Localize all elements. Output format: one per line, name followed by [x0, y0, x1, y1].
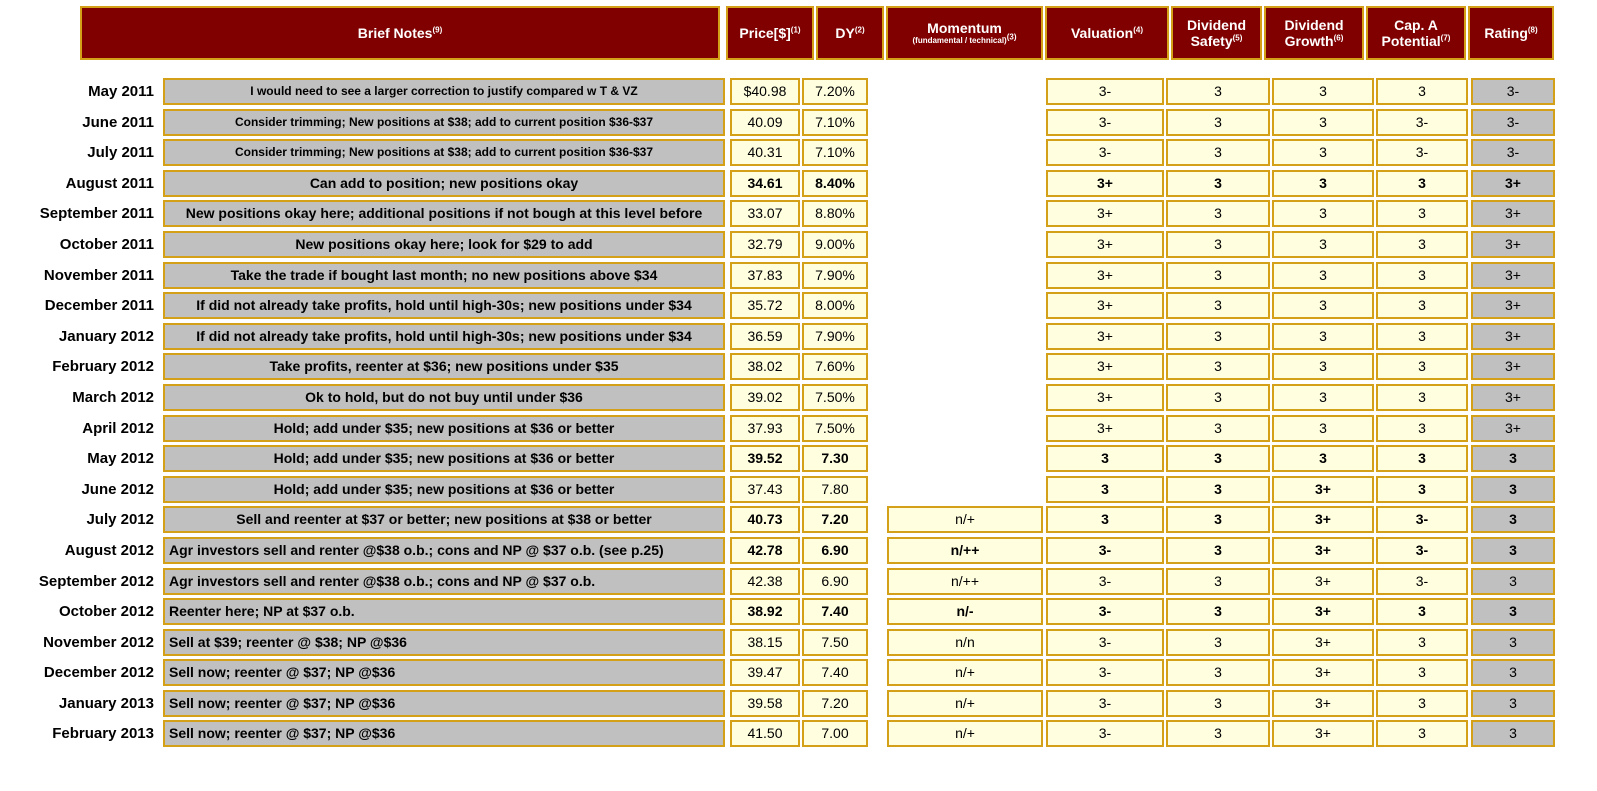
rating-cell: 3 — [1471, 445, 1555, 472]
row-date: December 2011 — [44, 297, 154, 315]
dy-cell: 7.40 — [802, 659, 868, 686]
note-cell: Take profits, reenter at $36; new positions under $35 — [163, 353, 725, 380]
table-row — [0, 137, 1597, 168]
header-footnote: (5) — [1232, 33, 1243, 43]
note-cell: Can add to position; new positions okay — [163, 170, 725, 197]
header-brief-notes — [80, 6, 720, 60]
dy-cell: 7.50% — [802, 415, 868, 442]
price-cell: 42.78 — [730, 537, 800, 564]
row-date: November 2012 — [43, 633, 154, 651]
dividend-growth-cell: 3 — [1272, 353, 1374, 380]
table-row — [0, 107, 1597, 138]
header-momentum — [886, 6, 1043, 60]
dividend-growth-cell: 3 — [1272, 231, 1374, 258]
rating-cell: 3 — [1471, 720, 1555, 747]
dividend-growth-cell: 3+ — [1272, 568, 1374, 595]
table-row — [0, 535, 1597, 566]
note-cell: Consider trimming; New positions at $38; add to current position $36-$37 — [163, 139, 725, 166]
dy-cell: 9.00% — [802, 231, 868, 258]
rating-cell: 3 — [1471, 506, 1555, 533]
row-date: July 2012 — [86, 511, 154, 529]
dividend-growth-cell: 3+ — [1272, 690, 1374, 717]
header-label: Valuation — [1070, 25, 1134, 41]
note-cell: Sell and reenter at $37 or better; new positions at $38 or better — [163, 506, 725, 533]
price-cell: 32.79 — [730, 231, 800, 258]
dividend-growth-cell: 3 — [1272, 170, 1374, 197]
dividend-safety-cell: 3 — [1166, 537, 1270, 564]
header-footnote: (3) — [1006, 32, 1017, 42]
header-label: Growth — [1284, 33, 1334, 49]
valuation-cell: 3- — [1046, 659, 1164, 686]
row-date: September 2011 — [39, 205, 154, 223]
table-row — [0, 382, 1597, 413]
header-dy — [816, 6, 884, 60]
table-row — [0, 413, 1597, 444]
price-cell: 38.02 — [730, 353, 800, 380]
price-cell: 37.43 — [730, 476, 800, 503]
dividend-safety-cell: 3 — [1166, 476, 1270, 503]
header-dividend-safety — [1171, 6, 1262, 60]
row-date: January 2012 — [58, 327, 154, 345]
cap-potential-cell: 3 — [1376, 78, 1468, 105]
dividend-growth-cell: 3+ — [1272, 598, 1374, 625]
rating-cell: 3- — [1471, 109, 1555, 136]
price-cell: 39.52 — [730, 445, 800, 472]
cap-potential-cell: 3- — [1376, 506, 1468, 533]
dividend-safety-cell: 3 — [1166, 323, 1270, 350]
valuation-cell: 3+ — [1046, 415, 1164, 442]
header-label: Rating — [1484, 25, 1528, 41]
cap-potential-cell: 3 — [1376, 690, 1468, 717]
header-sublabel: (fundamental / technical) — [912, 36, 1007, 45]
header-label: Potential — [1381, 33, 1441, 49]
dividend-growth-cell: 3+ — [1272, 537, 1374, 564]
header-footnote: (4) — [1133, 25, 1143, 35]
price-cell: 40.09 — [730, 109, 800, 136]
rating-cell: 3+ — [1471, 415, 1555, 442]
table-row — [0, 657, 1597, 688]
header-label: DY — [835, 25, 855, 41]
dividend-growth-cell: 3 — [1272, 109, 1374, 136]
row-date: October 2012 — [58, 603, 154, 621]
dy-cell: 7.00 — [802, 720, 868, 747]
price-cell: 39.02 — [730, 384, 800, 411]
rating-cell: 3+ — [1471, 262, 1555, 289]
momentum-cell: n/++ — [887, 568, 1043, 595]
row-date: September 2012 — [38, 572, 154, 590]
dy-cell: 8.00% — [802, 292, 868, 319]
table-row — [0, 290, 1597, 321]
dy-cell: 7.90% — [802, 262, 868, 289]
dividend-growth-cell: 3+ — [1272, 659, 1374, 686]
valuation-cell: 3- — [1046, 568, 1164, 595]
rating-cell: 3+ — [1471, 170, 1555, 197]
rating-cell: 3- — [1471, 78, 1555, 105]
note-cell: Sell now; reenter @ $37; NP @$36 — [163, 720, 725, 747]
momentum-cell: n/- — [887, 598, 1043, 625]
header-footnote: (8) — [1527, 25, 1538, 35]
note-cell: Hold; add under $35; new positions at $36 or better — [163, 415, 725, 442]
row-date: May 2011 — [88, 83, 154, 100]
cap-potential-cell: 3 — [1376, 292, 1468, 319]
cap-potential-cell: 3 — [1376, 629, 1468, 656]
dividend-safety-cell: 3 — [1166, 200, 1270, 227]
note-cell: If did not already take profits, hold until high-30s; new positions under $34 — [163, 292, 725, 319]
rating-cell: 3+ — [1471, 384, 1555, 411]
valuation-cell: 3- — [1046, 109, 1164, 136]
valuation-cell: 3+ — [1046, 353, 1164, 380]
table-row — [0, 718, 1597, 749]
dividend-safety-cell: 3 — [1166, 292, 1270, 319]
cap-potential-cell: 3 — [1376, 720, 1468, 747]
dy-cell: 8.40% — [802, 170, 868, 197]
dy-cell: 7.60% — [802, 353, 868, 380]
rating-cell: 3 — [1471, 690, 1555, 717]
table-row — [0, 76, 1597, 107]
header-valuation — [1045, 6, 1169, 60]
dividend-safety-cell: 3 — [1166, 568, 1270, 595]
header-dividend-growth — [1264, 6, 1364, 60]
dy-cell: 6.90 — [802, 537, 868, 564]
header-footnote: (2) — [854, 25, 865, 35]
row-date: February 2013 — [52, 725, 154, 743]
valuation-cell: 3 — [1046, 476, 1164, 503]
table-row — [0, 198, 1597, 229]
price-cell: 35.72 — [730, 292, 800, 319]
dividend-growth-cell: 3 — [1272, 384, 1374, 411]
cap-potential-cell: 3 — [1376, 598, 1468, 625]
row-date: April 2012 — [82, 419, 154, 437]
dividend-safety-cell: 3 — [1166, 139, 1270, 166]
rating-cell: 3- — [1471, 139, 1555, 166]
valuation-cell: 3+ — [1046, 323, 1164, 350]
table-row — [0, 321, 1597, 352]
dy-cell: 6.90 — [802, 568, 868, 595]
header-cap-potential — [1366, 6, 1466, 60]
table-row — [0, 229, 1597, 260]
dividend-growth-cell: 3 — [1272, 200, 1374, 227]
dividend-growth-cell: 3+ — [1272, 629, 1374, 656]
cap-potential-cell: 3 — [1376, 415, 1468, 442]
header-footnote: (1) — [790, 25, 801, 35]
valuation-cell: 3+ — [1046, 200, 1164, 227]
price-cell: 38.15 — [730, 629, 800, 656]
row-date: August 2011 — [65, 174, 154, 192]
momentum-cell: n/+ — [887, 720, 1043, 747]
valuation-cell: 3- — [1046, 537, 1164, 564]
dividend-safety-cell: 3 — [1166, 506, 1270, 533]
note-cell: Ok to hold, but do not buy until under $36 — [163, 384, 725, 411]
row-date: December 2012 — [43, 664, 154, 682]
dividend-growth-cell: 3+ — [1272, 476, 1374, 503]
header-label: Brief Notes — [357, 25, 433, 41]
note-cell: I would need to see a larger correction to justify compared w T & VZ — [163, 78, 725, 105]
dy-cell: 7.80 — [802, 476, 868, 503]
cap-potential-cell: 3 — [1376, 231, 1468, 258]
dividend-safety-cell: 3 — [1166, 353, 1270, 380]
cap-potential-cell: 3- — [1376, 568, 1468, 595]
note-cell: Consider trimming; New positions at $38; add to current position $36-$37 — [163, 109, 725, 136]
valuation-cell: 3 — [1046, 445, 1164, 472]
cap-potential-cell: 3- — [1376, 537, 1468, 564]
cap-potential-cell: 3 — [1376, 323, 1468, 350]
row-date: January 2013 — [58, 694, 154, 712]
cap-potential-cell: 3 — [1376, 200, 1468, 227]
row-date: March 2012 — [72, 388, 154, 406]
dividend-growth-cell: 3 — [1272, 323, 1374, 350]
price-cell: 36.59 — [730, 323, 800, 350]
price-cell: 37.93 — [730, 415, 800, 442]
note-cell: Hold; add under $35; new positions at $36 or better — [163, 445, 725, 472]
row-date: June 2011 — [82, 113, 154, 131]
cap-potential-cell: 3 — [1376, 384, 1468, 411]
dividend-safety-cell: 3 — [1166, 262, 1270, 289]
dy-cell: 7.50 — [802, 629, 868, 656]
valuation-cell: 3+ — [1046, 262, 1164, 289]
ratings-table — [0, 76, 1597, 749]
dividend-growth-cell: 3+ — [1272, 506, 1374, 533]
dividend-growth-cell: 3 — [1272, 292, 1374, 319]
rating-cell: 3+ — [1471, 323, 1555, 350]
header-label: Momentum — [927, 20, 1002, 36]
dividend-safety-cell: 3 — [1166, 109, 1270, 136]
dividend-growth-cell: 3+ — [1272, 720, 1374, 747]
price-cell: 37.83 — [730, 262, 800, 289]
header-footnote: (7) — [1440, 33, 1451, 43]
valuation-cell: 3- — [1046, 690, 1164, 717]
rating-cell: 3+ — [1471, 353, 1555, 380]
table-row — [0, 168, 1597, 199]
row-date: August 2012 — [64, 541, 154, 559]
note-cell: Sell now; reenter @ $37; NP @$36 — [163, 690, 725, 717]
dividend-growth-cell: 3 — [1272, 445, 1374, 472]
dividend-safety-cell: 3 — [1166, 384, 1270, 411]
rating-cell: 3 — [1471, 568, 1555, 595]
rating-cell: 3+ — [1471, 231, 1555, 258]
header-price — [726, 6, 814, 60]
rating-cell: 3 — [1471, 659, 1555, 686]
dividend-safety-cell: 3 — [1166, 170, 1270, 197]
rating-cell: 3 — [1471, 476, 1555, 503]
table-row — [0, 474, 1597, 505]
header-label: Safety — [1190, 33, 1233, 49]
dividend-growth-cell: 3 — [1272, 262, 1374, 289]
note-cell: Agr investors sell and renter @$38 o.b.; cons and NP @ $37 o.b. — [163, 568, 725, 595]
dy-cell: 7.10% — [802, 109, 868, 136]
table-row — [0, 596, 1597, 627]
header-label: Dividend — [1284, 17, 1344, 33]
momentum-cell: n/+ — [887, 506, 1043, 533]
dividend-safety-cell: 3 — [1166, 415, 1270, 442]
valuation-cell: 3- — [1046, 598, 1164, 625]
dividend-safety-cell: 3 — [1166, 445, 1270, 472]
dividend-safety-cell: 3 — [1166, 690, 1270, 717]
price-cell: 38.92 — [730, 598, 800, 625]
note-cell: Reenter here; NP at $37 o.b. — [163, 598, 725, 625]
dividend-safety-cell: 3 — [1166, 598, 1270, 625]
table-row — [0, 627, 1597, 658]
valuation-cell: 3+ — [1046, 384, 1164, 411]
dividend-growth-cell: 3 — [1272, 415, 1374, 442]
rating-cell: 3 — [1471, 598, 1555, 625]
price-cell: 41.50 — [730, 720, 800, 747]
row-date: October 2011 — [59, 235, 154, 253]
table-row — [0, 688, 1597, 719]
note-cell: Agr investors sell and renter @$38 o.b.; cons and NP @ $37 o.b. (see p.25) — [163, 537, 725, 564]
cap-potential-cell: 3 — [1376, 353, 1468, 380]
dividend-safety-cell: 3 — [1166, 231, 1270, 258]
dividend-safety-cell: 3 — [1166, 659, 1270, 686]
header-footnote: (6) — [1333, 33, 1344, 43]
row-date: May 2012 — [87, 450, 154, 468]
table-row — [0, 566, 1597, 597]
dy-cell: 7.30 — [802, 445, 868, 472]
valuation-cell: 3+ — [1046, 292, 1164, 319]
note-cell: Sell at $39; reenter @ $38; NP @$36 — [163, 629, 725, 656]
dy-cell: 7.20% — [802, 78, 868, 105]
header-label: Dividend — [1186, 17, 1247, 33]
valuation-cell: 3+ — [1046, 170, 1164, 197]
note-cell: Sell now; reenter @ $37; NP @$36 — [163, 659, 725, 686]
cap-potential-cell: 3 — [1376, 659, 1468, 686]
momentum-cell: n/+ — [887, 659, 1043, 686]
dy-cell: 8.80% — [802, 200, 868, 227]
cap-potential-cell: 3 — [1376, 445, 1468, 472]
cap-potential-cell: 3- — [1376, 139, 1468, 166]
dy-cell: 7.10% — [802, 139, 868, 166]
row-date: February 2012 — [52, 358, 154, 376]
dy-cell: 7.20 — [802, 506, 868, 533]
price-cell: 40.73 — [730, 506, 800, 533]
valuation-cell: 3- — [1046, 78, 1164, 105]
cap-potential-cell: 3 — [1376, 170, 1468, 197]
price-cell: 39.58 — [730, 690, 800, 717]
row-date: June 2012 — [81, 480, 154, 498]
row-date: July 2011 — [87, 144, 154, 162]
price-cell: 40.31 — [730, 139, 800, 166]
cap-potential-cell: 3 — [1376, 262, 1468, 289]
header-label: Cap. A — [1394, 17, 1438, 33]
header-label: Price[$] — [739, 25, 791, 41]
row-date: November 2011 — [43, 266, 154, 284]
dy-cell: 7.90% — [802, 323, 868, 350]
cap-potential-cell: 3 — [1376, 476, 1468, 503]
dividend-safety-cell: 3 — [1166, 78, 1270, 105]
rating-cell: 3+ — [1471, 200, 1555, 227]
price-cell: 42.38 — [730, 568, 800, 595]
note-cell: Hold; add under $35; new positions at $36 or better — [163, 476, 725, 503]
note-cell: New positions okay here; additional positions if not bough at this level before — [163, 200, 725, 227]
note-cell: New positions okay here; look for $29 to add — [163, 231, 725, 258]
rating-cell: 3 — [1471, 537, 1555, 564]
cap-potential-cell: 3- — [1376, 109, 1468, 136]
momentum-cell: n/+ — [887, 690, 1043, 717]
momentum-cell: n/n — [887, 629, 1043, 656]
dy-cell: 7.50% — [802, 384, 868, 411]
dy-cell: 7.40 — [802, 598, 868, 625]
rating-cell: 3 — [1471, 629, 1555, 656]
dividend-growth-cell: 3 — [1272, 139, 1374, 166]
price-cell: 33.07 — [730, 200, 800, 227]
note-cell: If did not already take profits, hold until high-30s; new positions under $34 — [163, 323, 725, 350]
table-row — [0, 504, 1597, 535]
dividend-safety-cell: 3 — [1166, 629, 1270, 656]
valuation-cell: 3+ — [1046, 231, 1164, 258]
header-footnote: (9) — [432, 25, 443, 35]
momentum-cell: n/++ — [887, 537, 1043, 564]
header-rating — [1468, 6, 1554, 60]
valuation-cell: 3- — [1046, 139, 1164, 166]
valuation-cell: 3- — [1046, 629, 1164, 656]
valuation-cell: 3- — [1046, 720, 1164, 747]
note-cell: Take the trade if bought last month; no new positions above $34 — [163, 262, 725, 289]
table-row — [0, 351, 1597, 382]
dy-cell: 7.20 — [802, 690, 868, 717]
price-cell: $40.98 — [730, 78, 800, 105]
price-cell: 39.47 — [730, 659, 800, 686]
valuation-cell: 3 — [1046, 506, 1164, 533]
dividend-safety-cell: 3 — [1166, 720, 1270, 747]
dividend-growth-cell: 3 — [1272, 78, 1374, 105]
price-cell: 34.61 — [730, 170, 800, 197]
table-row — [0, 260, 1597, 291]
rating-cell: 3+ — [1471, 292, 1555, 319]
table-row — [0, 443, 1597, 474]
